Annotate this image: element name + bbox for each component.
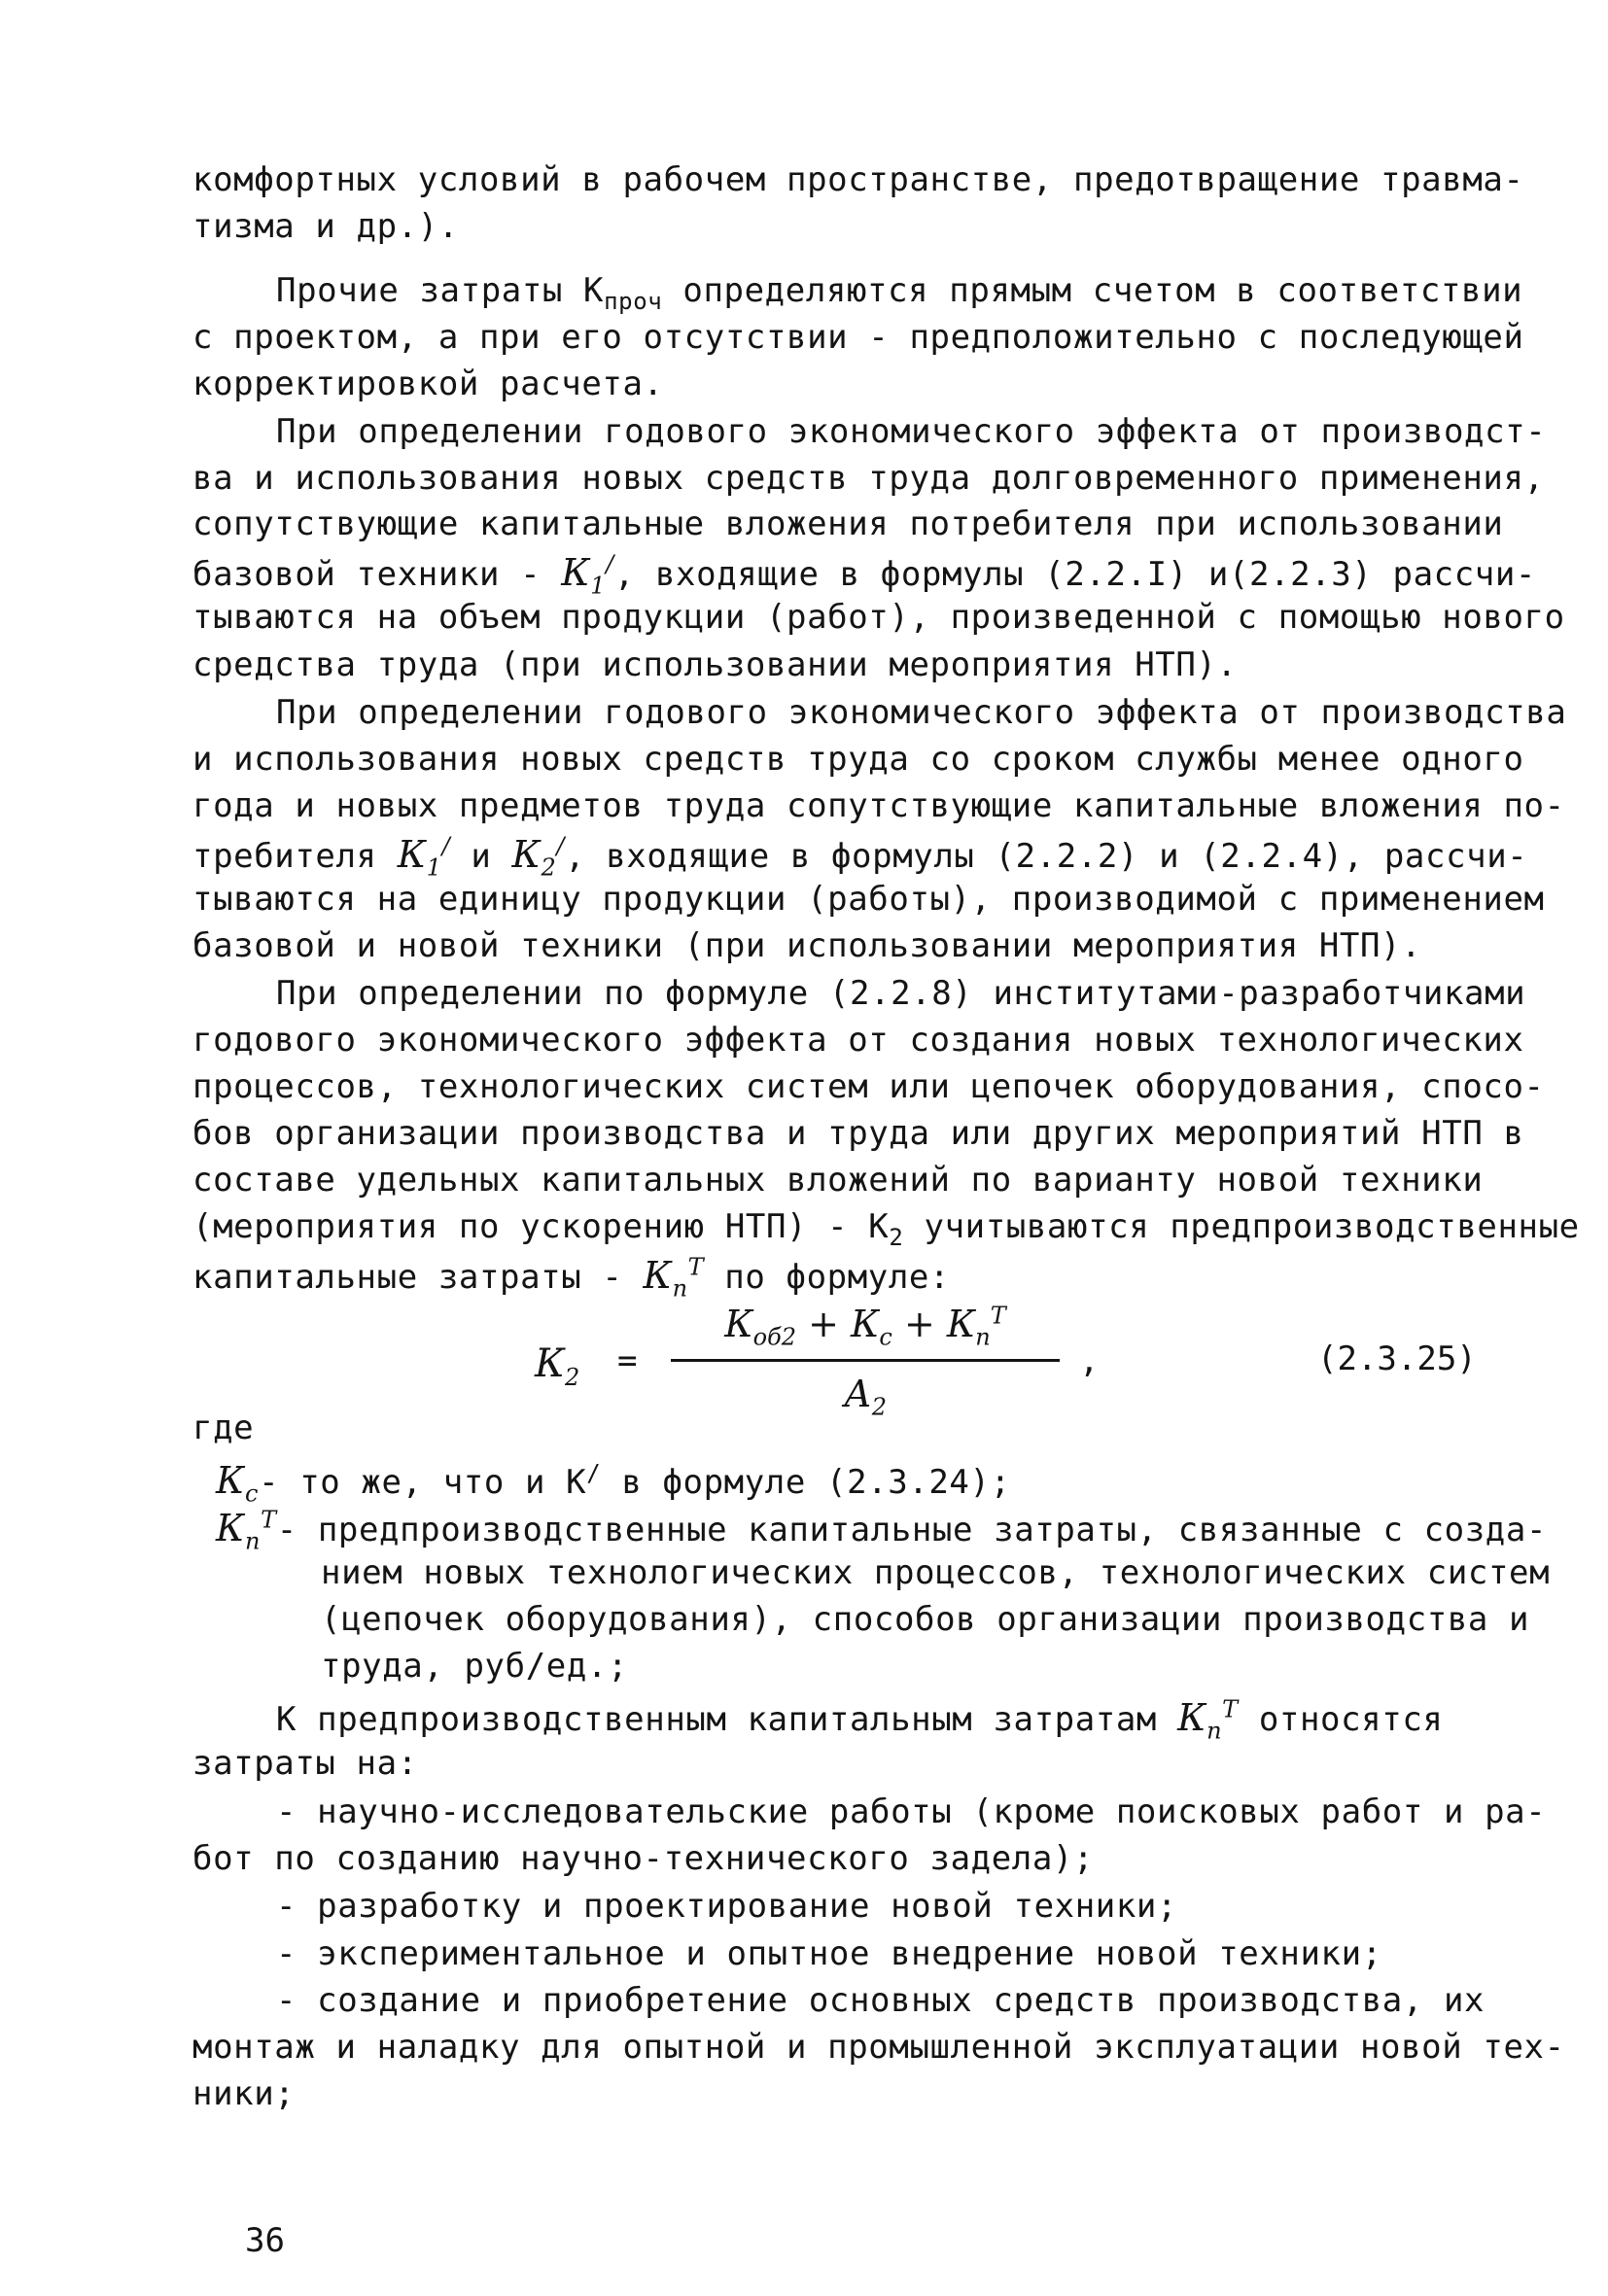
text-span: учитываются предпроизводственные bbox=[903, 1207, 1580, 1246]
text-line: тываются на объем продукции (работ), произведенной с помощью нового bbox=[192, 598, 1565, 637]
formula-comma: , bbox=[1079, 1341, 1100, 1380]
text-line bbox=[276, 1695, 1444, 1745]
text-line: труда, руб/ед.; bbox=[321, 1647, 629, 1686]
text-line bbox=[192, 832, 1528, 882]
text-line: затраты на: bbox=[192, 1744, 418, 1783]
formula-denominator: $А_2$ bbox=[843, 1373, 888, 1421]
text-line bbox=[192, 550, 1536, 600]
text-line: - разработку и проектирование новой техники; bbox=[276, 1887, 1178, 1926]
text-line: (цепочек оборудования), способов организации производства и bbox=[321, 1600, 1530, 1639]
text-span: базовой техники - bbox=[192, 555, 562, 594]
text-line: составе удельных капитальных вложений по варианту новой техники bbox=[192, 1161, 1484, 1200]
text-line: тываются на единицу продукции (работы), производимой с применением bbox=[192, 880, 1545, 919]
text-span: , входящие в формулы (2.2.2) и (2.2.4), рассчи- bbox=[565, 837, 1528, 876]
page-number: 36 bbox=[245, 2221, 285, 2260]
superscript: / bbox=[586, 1459, 602, 1487]
text-span: Прочие затраты К bbox=[276, 271, 605, 310]
text-line: и использования новых средств труда со сроком службы менее одного bbox=[192, 740, 1524, 779]
text-span: , входящие в формулы (2.2.I) и(2.2.3) рассчи- bbox=[613, 555, 1536, 594]
text-span: по формуле: bbox=[704, 1258, 951, 1297]
text-line: ники; bbox=[192, 2074, 296, 2113]
text-line: нием новых технологических процессов, технологических систем bbox=[321, 1553, 1551, 1592]
text-line bbox=[216, 1506, 1548, 1555]
symbol-k2: $К_2^/$ bbox=[511, 832, 566, 882]
text-line: корректировкой расчета. bbox=[192, 365, 664, 403]
formula-numerator: $К_{об2} + К_с + К_п^Т$ bbox=[724, 1302, 1006, 1351]
formula-lhs: $К_2$ bbox=[535, 1341, 580, 1391]
text-line: При определении годового экономического эффекта от производст- bbox=[276, 412, 1547, 451]
text-line: процессов, технологических систем или цепочек оборудования, спосо- bbox=[192, 1067, 1545, 1106]
symbol-kp: $К_п^Т$ bbox=[643, 1253, 705, 1303]
text-span: в формуле (2.3.24); bbox=[601, 1463, 1011, 1502]
text-line: При определении годового экономического эффекта от производства bbox=[276, 693, 1567, 732]
text-line: бов организации производства и труда или других мероприятий НТП в bbox=[192, 1114, 1524, 1153]
text-span: относятся bbox=[1238, 1700, 1444, 1739]
text-line: бот по созданию научно-технического задела); bbox=[192, 1839, 1095, 1878]
text-line: где bbox=[192, 1409, 255, 1447]
text-line: базовой и новой техники (при использовании мероприятия НТП). bbox=[192, 926, 1422, 965]
text-span: требителя bbox=[192, 837, 398, 876]
fraction-bar bbox=[671, 1359, 1060, 1362]
text-line: средства труда (при использовании мероприятия НТП). bbox=[192, 645, 1238, 684]
text-line bbox=[276, 271, 1523, 315]
text-span: капитальные затраты - bbox=[192, 1258, 644, 1297]
text-line bbox=[192, 1207, 1580, 1251]
text-line: - экспериментальное и опытное внедрение новой техники; bbox=[276, 1934, 1382, 1973]
text-span: и bbox=[450, 837, 512, 876]
text-span: К предпроизводственным капитальным затратам bbox=[276, 1700, 1178, 1739]
formula-equals: = bbox=[617, 1341, 638, 1380]
text-line: года и новых предметов труда сопутствующие капитальные вложения по- bbox=[192, 786, 1565, 825]
formula-2-3-25 bbox=[525, 1303, 1108, 1419]
text-line: годового экономического эффекта от создания новых технологических bbox=[192, 1021, 1524, 1060]
text-span: определяются прямым счетом в соответствии bbox=[662, 271, 1523, 310]
text-line: - создание и приобретение основных средств производства, их bbox=[276, 1981, 1486, 2020]
text-line bbox=[216, 1459, 1011, 1508]
text-line: сопутствующие капитальные вложения потребителя при использовании bbox=[192, 504, 1504, 543]
text-line: монтаж и наладку для опытной и промышленной эксплуатации новой тех- bbox=[192, 2028, 1565, 2067]
symbol-k1: $К_1^/$ bbox=[397, 832, 451, 882]
subscript: 2 bbox=[889, 1223, 904, 1251]
equation-number: (2.3.25) bbox=[1317, 1339, 1477, 1378]
symbol-kp-def: $К_п^Т$ bbox=[216, 1506, 277, 1555]
symbol-k1-prime: $К_1^/$ bbox=[561, 550, 614, 600]
symbol-kc: $К_с$ bbox=[216, 1459, 260, 1508]
text-line: - научно-исследовательские работы (кроме поисковых работ и ра- bbox=[276, 1792, 1547, 1831]
text-line: комфортных условий в рабочем пространстве, предотвращение травма- bbox=[192, 160, 1524, 199]
text-line: ва и использования новых средств труда долговременного применения, bbox=[192, 459, 1545, 498]
text-line bbox=[192, 1253, 951, 1303]
text-line: с проектом, а при его отсутствии - предположительно с последующей bbox=[192, 318, 1524, 357]
symbol-kp-2: $К_п^Т$ bbox=[1177, 1695, 1239, 1745]
text-line: При определении по формуле (2.2.8) институтами-разработчиками bbox=[276, 974, 1526, 1013]
subscript: проч bbox=[604, 287, 663, 315]
text-span: - предпроизводственные капитальные затраты, связанные с созда- bbox=[276, 1511, 1548, 1549]
text-line: тизма и др.). bbox=[192, 207, 459, 246]
text-span: - то же, что и К bbox=[259, 1463, 587, 1502]
text-span: (мероприятия по ускорению НТП) - К bbox=[192, 1207, 890, 1246]
